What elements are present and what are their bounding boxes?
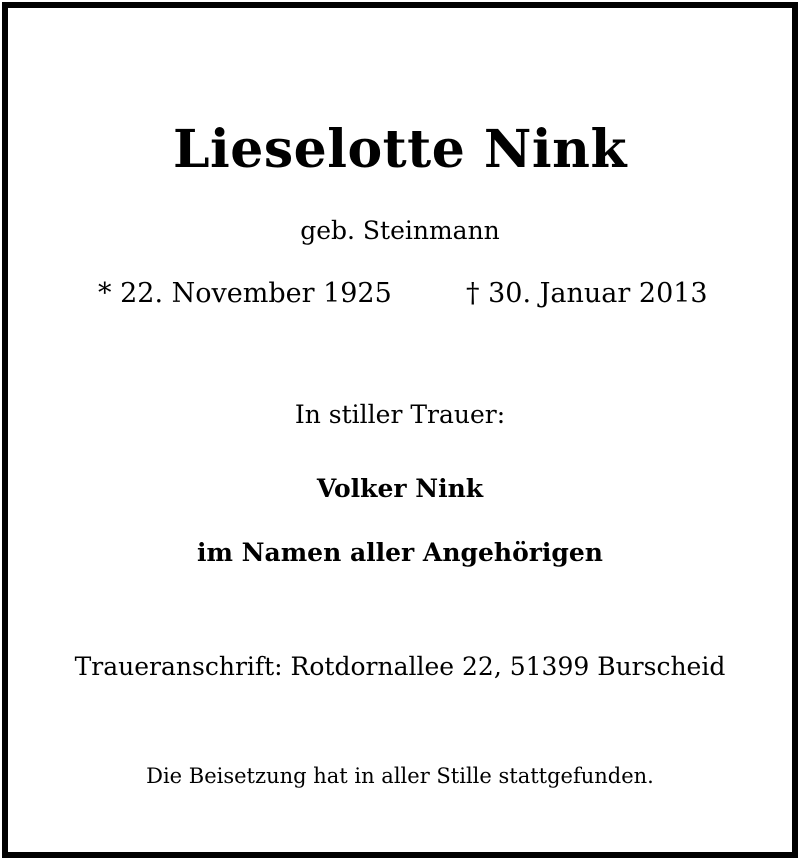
mourning-address: Traueranschrift: Rotdornallee 22, 51399 Burscheid: [74, 652, 726, 681]
maiden-name: geb. Steinmann: [300, 216, 500, 245]
relatives-note: im Namen aller Angehörigen: [197, 538, 603, 567]
death-date: † 30. Januar 2013: [466, 278, 708, 309]
mourner-name: Volker Nink: [316, 474, 484, 503]
death-notice: [2, 2, 798, 858]
burial-note: Die Beisetzung hat in aller Stille stattgefunden.: [146, 764, 654, 788]
deceased-name: Lieselotte Nink: [172, 119, 628, 180]
birth-date: * 22. November 1925: [98, 278, 392, 309]
mourning-intro: In stiller Trauer:: [294, 400, 506, 429]
